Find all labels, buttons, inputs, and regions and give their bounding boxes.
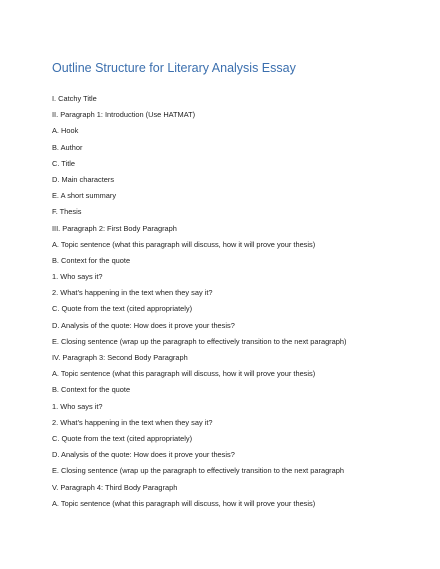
outline-line: F. Thesis: [52, 207, 82, 217]
outline-line: V. Paragraph 4: Third Body Paragraph: [52, 482, 178, 492]
outline-line: D. Analysis of the quote: How does it prove your thesis?: [52, 450, 235, 460]
outline-line: A. Hook: [52, 126, 79, 136]
outline-line: A. Topic sentence (what this paragraph will discuss, how it will prove your thesis): [52, 498, 316, 508]
document-title: Outline Structure for Literary Analysis Essay: [52, 61, 296, 75]
outline-line: 1. Who says it?: [52, 272, 103, 282]
outline-line: B. Context for the quote: [52, 385, 131, 395]
outline-line: I. Catchy Title: [52, 94, 97, 103]
outline-line: A. Topic sentence (what this paragraph will discuss, how it will prove your thesis): [52, 239, 316, 249]
outline-line: IV. Paragraph 3: Second Body Paragraph: [52, 353, 188, 362]
outline-line: D. Analysis of the quote: How does it prove your thesis?: [52, 320, 235, 330]
outline-line: B. Context for the quote: [52, 255, 131, 265]
outline-list: [52, 91, 346, 512]
outline-line: A. Topic sentence (what this paragraph will discuss, how it will prove your thesis): [52, 369, 316, 379]
outline-line: D. Main characters: [52, 174, 115, 184]
outline-line: E. A short summary: [52, 191, 117, 201]
outline-line: II. Paragraph 1: Introduction (Use HATMAT): [52, 110, 196, 120]
outline-line: 2. What’s happening in the text when they say it?: [52, 417, 213, 427]
outline-line: B. Author: [52, 142, 83, 152]
outline-line: E. Closing sentence (wrap up the paragraph to effectively transition to the next paragraph: [52, 466, 344, 476]
outline-line: C. Title: [52, 158, 75, 168]
outline-line: 2. What’s happening in the text when they say it?: [52, 288, 213, 298]
outline-line: 1. Who says it?: [52, 401, 103, 411]
outline-line: C. Quote from the text (cited appropriately): [52, 433, 193, 443]
outline-line: III. Paragraph 2: First Body Paragraph: [52, 223, 177, 233]
outline-line: E. Closing sentence (wrap up the paragraph to effectively transition to the next paragraph): [52, 336, 347, 346]
outline-line: C. Quote from the text (cited appropriately): [52, 304, 193, 314]
